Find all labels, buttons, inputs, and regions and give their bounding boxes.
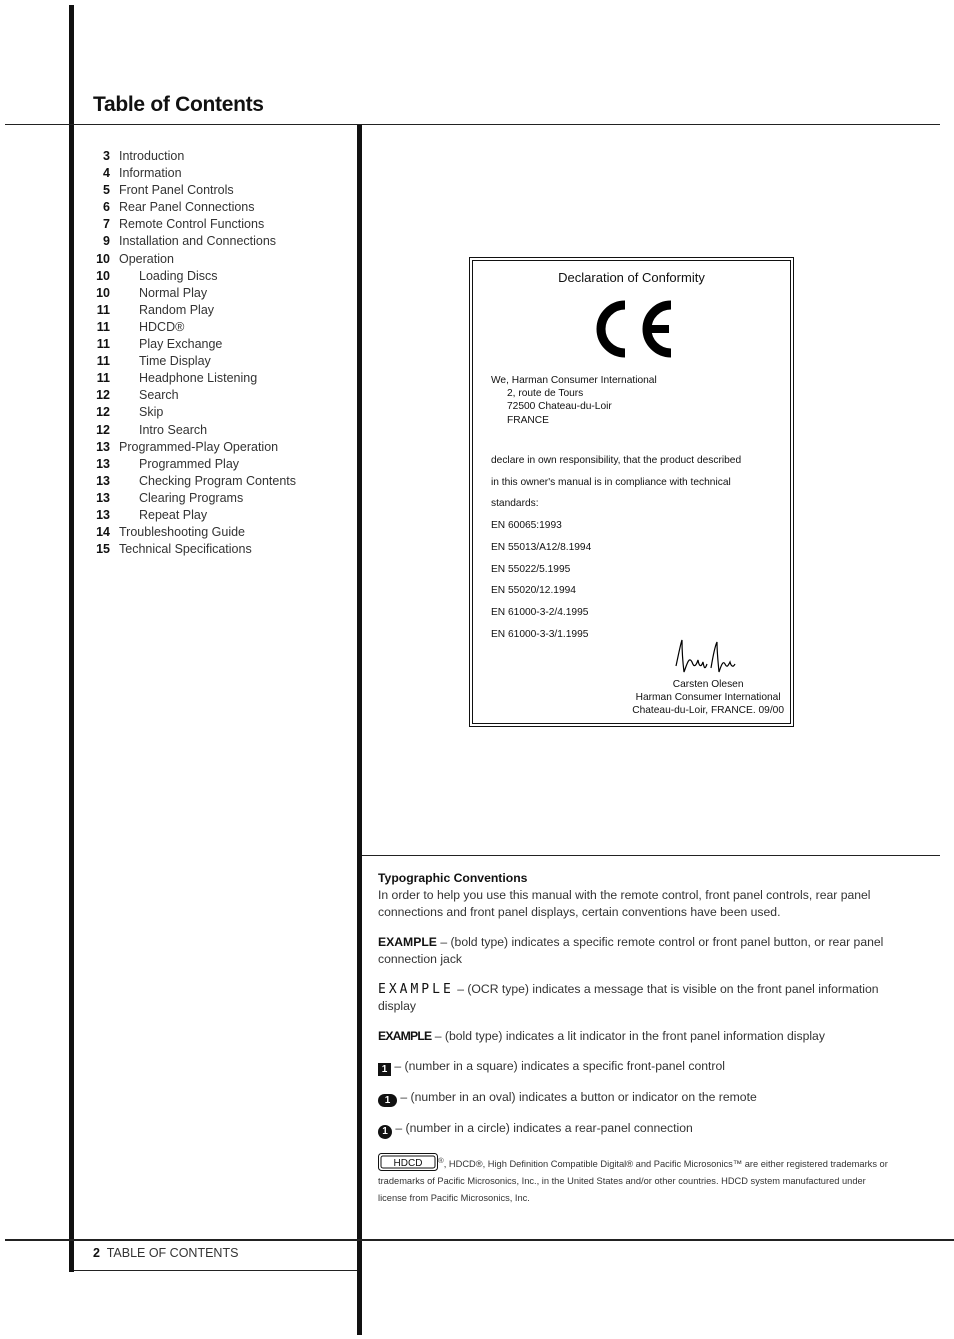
toc-page-number: 10: [96, 268, 110, 283]
convention-square: [378, 1058, 888, 1076]
toc-entry[interactable]: [96, 370, 296, 387]
toc-label: Installation and Connections: [119, 234, 277, 249]
standard-line: EN 55020/12.1994: [491, 585, 576, 597]
toc-entry[interactable]: [96, 387, 296, 404]
toc-entry[interactable]: [96, 216, 296, 233]
toc-page-number: 9: [103, 234, 110, 249]
footer-section: TABLE OF CONTENTS: [106, 1246, 239, 1260]
toc-label: Remote Control Functions: [119, 217, 265, 232]
signer-block: [632, 678, 784, 717]
ocr-example: EXAMPLE: [378, 982, 454, 997]
standard-line: EN 61000-3-2/4.1995: [491, 606, 589, 618]
toc-entry[interactable]: [96, 268, 296, 285]
conventions-rule: [362, 855, 940, 856]
toc-page-number: 13: [96, 507, 110, 522]
page-footer: [93, 1246, 238, 1260]
toc-page-number: 11: [96, 319, 110, 334]
bold-desc: – (bold type) indicates a specific remote control or front panel button, or rear panel connection jack: [378, 935, 884, 966]
convention-ocr: [378, 981, 888, 1015]
toc-label: Intro Search: [139, 422, 208, 437]
hdcd-logo-icon: [378, 1153, 438, 1171]
conventions-intro: In order to help you use this manual with the remote control, front panel controls, rear panel connections and front panel displays, certain conventions have been used.: [378, 888, 871, 919]
toc-list: [96, 148, 296, 558]
toc-entry[interactable]: [96, 182, 296, 199]
toc-label: Normal Play: [139, 285, 208, 300]
toc-entry[interactable]: [96, 165, 296, 182]
circle-desc: – (number in a circle) indicates a rear-panel connection: [395, 1121, 693, 1135]
toc-label: Repeat Play: [139, 507, 208, 522]
convention-circle: [378, 1120, 888, 1139]
footer-rule-bottom: [74, 1270, 357, 1271]
toc-label: Troubleshooting Guide: [119, 525, 246, 540]
address-line: 72500 Chateau-du-Loir: [507, 401, 612, 413]
toc-page-number: 3: [103, 149, 110, 163]
toc-label: Search: [139, 388, 179, 403]
footer-rule-top: [5, 1239, 954, 1241]
toc-page-number: 13: [96, 456, 110, 471]
toc-entry[interactable]: [96, 353, 296, 370]
toc-entry[interactable]: [96, 439, 296, 456]
signature-image: [673, 638, 737, 676]
toc-page-number: 4: [103, 166, 110, 181]
toc-entry[interactable]: [96, 336, 296, 353]
toc-page-number: 12: [96, 405, 110, 420]
oval-number-icon: 1: [378, 1094, 397, 1107]
toc-page-number: 5: [103, 183, 110, 198]
standard-line: EN 61000-3-3/1.1995: [491, 628, 589, 640]
square-desc: – (number in a square) indicates a specific front-panel control: [394, 1059, 725, 1073]
toc-entry[interactable]: [96, 319, 296, 336]
declaration-line: standards:: [491, 498, 539, 510]
toc-label: Random Play: [139, 302, 215, 317]
toc-page-number: 10: [96, 251, 110, 266]
trademark-text: , HDCD®, High Definition Compatible Digital® and Pacific Microsonics™ are either registered trademarks or trademarks of Pacific Microsonics, Inc., in the United States and/or other countries. HDCD system manufactured under license from Pacific Microsonics, Inc.: [378, 1159, 888, 1204]
convention-oval: [378, 1089, 888, 1107]
toc-entry[interactable]: [96, 251, 296, 268]
header-rule: [5, 124, 940, 125]
footer-page-number: 2: [93, 1246, 100, 1260]
toc-page-number: 13: [96, 490, 110, 505]
ocr-desc: – (OCR type) indicates a message that is visible on the front panel information display: [378, 982, 879, 1013]
address-line: FRANCE: [507, 414, 549, 426]
toc-entry[interactable]: [96, 233, 296, 250]
toc-label: Front Panel Controls: [119, 183, 234, 198]
toc-label: Headphone Listening: [139, 371, 258, 386]
ce-mark-icon: [589, 299, 677, 359]
standard-line: EN 55022/5.1995: [491, 563, 571, 575]
toc-label: Loading Discs: [139, 268, 218, 283]
toc-entry[interactable]: [96, 524, 296, 541]
declaration-box: [472, 260, 791, 724]
declaration-address: [491, 374, 657, 427]
address-line: 2, route de Tours: [507, 388, 584, 400]
toc-page-number: 14: [96, 525, 110, 540]
toc-entry[interactable]: [96, 541, 296, 558]
toc-label: Programmed Play: [139, 456, 240, 471]
declaration-line: declare in own responsibility, that the product described: [491, 455, 742, 466]
toc-label: Play Exchange: [139, 337, 223, 352]
toc-label: Programmed-Play Operation: [119, 439, 279, 454]
toc-page-number: 10: [96, 285, 110, 300]
toc-entry[interactable]: [96, 490, 296, 507]
column-divider-bar: [357, 124, 362, 1335]
toc-entry[interactable]: [96, 473, 296, 490]
lit-desc: – (bold type) indicates a lit indicator in the front panel information display: [434, 1029, 825, 1043]
page-title: Table of Contents: [93, 93, 264, 116]
toc-page-number: 11: [96, 337, 110, 352]
toc-entry[interactable]: [96, 456, 296, 473]
toc-page-number: 12: [96, 422, 110, 437]
toc-page-number: 11: [96, 354, 110, 369]
toc-page-number: 11: [96, 371, 110, 386]
bold-example: EXAMPLE: [378, 935, 437, 949]
toc-label: Checking Program Contents: [139, 473, 297, 488]
typographic-conventions: [378, 870, 888, 1207]
toc-page-number: 6: [103, 200, 110, 215]
signer-company: Harman Consumer International: [635, 692, 781, 703]
toc-page-number: 15: [96, 542, 110, 557]
standard-line: EN 60065:1993: [491, 520, 562, 532]
toc-page-number: 13: [96, 439, 110, 454]
conventions-heading: Typographic Conventions: [378, 871, 528, 885]
toc-entry[interactable]: [96, 302, 296, 319]
circle-number-icon: 1: [378, 1125, 392, 1139]
toc-label: Technical Specifications: [119, 542, 252, 557]
declaration-line: in this owner's manual is in compliance with technical: [491, 476, 731, 488]
lit-example: EXAMPLE: [378, 1029, 432, 1043]
toc-entry[interactable]: [96, 285, 296, 302]
toc-label: Introduction: [119, 149, 185, 163]
toc-entry[interactable]: [96, 404, 296, 421]
signer-name: Carsten Olesen: [672, 679, 744, 690]
hdcd-registered-mark: ®: [438, 1156, 444, 1165]
toc-page-number: 7: [103, 217, 110, 232]
toc-label: Time Display: [139, 354, 211, 369]
square-number-icon: 1: [378, 1063, 391, 1076]
standard-line: EN 55013/A12/8.1994: [491, 541, 592, 553]
toc-entry[interactable]: [96, 422, 296, 439]
toc-label: HDCD®: [139, 319, 185, 334]
toc-page-number: 11: [96, 302, 110, 317]
address-line: We, Harman Consumer International: [491, 375, 657, 386]
hdcd-logo-text: HDCD: [393, 1158, 423, 1170]
toc-label: Rear Panel Connections: [119, 200, 255, 215]
toc-label: Information: [119, 166, 182, 181]
signer-location-date: Chateau-du-Loir, FRANCE. 09/00: [632, 705, 784, 716]
toc-page-number: 12: [96, 388, 110, 403]
toc-entry[interactable]: [96, 148, 296, 165]
toc-label: Operation: [119, 251, 174, 266]
convention-bold: [378, 934, 888, 968]
convention-lit: [378, 1028, 888, 1045]
declaration-body: [491, 450, 741, 645]
toc-label: Clearing Programs: [139, 490, 244, 505]
oval-desc: – (number in an oval) indicates a button or indicator on the remote: [400, 1090, 757, 1104]
toc-label: Skip: [139, 405, 164, 420]
declaration-heading: Declaration of Conformity: [558, 270, 705, 285]
toc-entry[interactable]: [96, 199, 296, 216]
toc-page-number: 13: [96, 473, 110, 488]
trademark-notice: [378, 1152, 888, 1207]
left-margin-bar: [69, 5, 74, 1272]
toc-entry[interactable]: [96, 507, 296, 524]
